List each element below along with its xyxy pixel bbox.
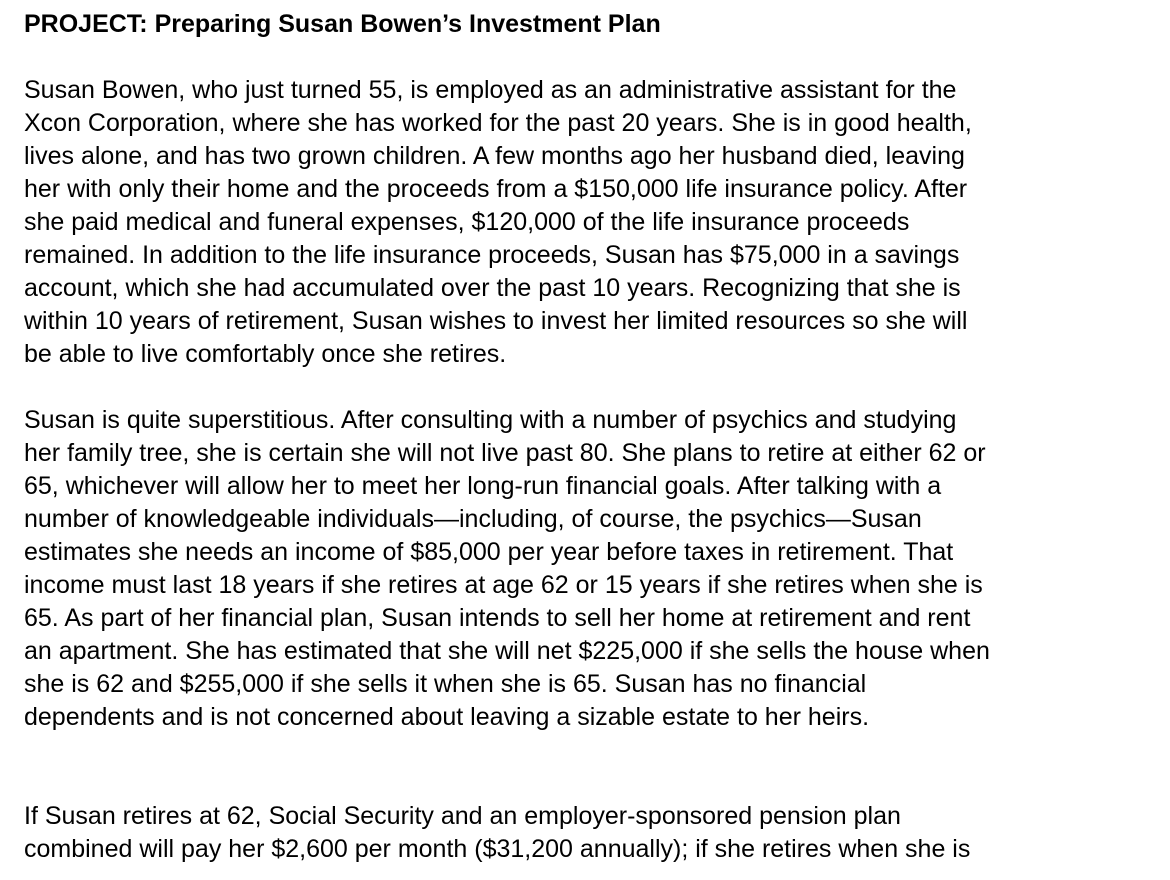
text-line: account, which she had accumulated over the past 10 years. Recognizing that she is — [24, 274, 961, 302]
text-line: combined will pay her $2,600 per month ($31,200 annually); if she retires when she is — [24, 835, 971, 863]
text-line: number of knowledgeable individuals—including, of course, the psychics—Susan — [24, 505, 922, 533]
text-line: lives alone, and has two grown children. A few months ago her husband died, leaving — [24, 142, 965, 170]
document-title: PROJECT: Preparing Susan Bowen’s Investment Plan — [24, 10, 661, 38]
text-line: 65, whichever will allow her to meet her long-run financial goals. After talking with a — [24, 472, 942, 500]
text-line: Susan is quite superstitious. After consulting with a number of psychics and studying — [24, 406, 957, 434]
text-line: If Susan retires at 62, Social Security and an employer-sponsored pension plan — [24, 802, 901, 830]
paragraph-social-security — [24, 800, 1144, 866]
text-line: she is 62 and $255,000 if she sells it when she is 65. Susan has no financial — [24, 670, 867, 698]
text-line: her family tree, she is certain she will not live past 80. She plans to retire at either 62 or — [24, 439, 986, 467]
text-line: 65. As part of her financial plan, Susan intends to sell her home at retirement and rent — [24, 604, 971, 632]
paragraph-retirement-goals — [24, 404, 1144, 734]
text-line: income must last 18 years if she retires at age 62 or 15 years if she retires when she is — [24, 571, 983, 599]
text-line: dependents and is not concerned about leaving a sizable estate to her heirs. — [24, 703, 870, 731]
text-line: an apartment. She has estimated that she will net $225,000 if she sells the house when — [24, 637, 990, 665]
text-line: be able to live comfortably once she retires. — [24, 340, 507, 368]
paragraph-background — [24, 74, 1144, 371]
text-line: estimates she needs an income of $85,000 per year before taxes in retirement. That — [24, 538, 954, 566]
text-line: Xcon Corporation, where she has worked for the past 20 years. She is in good health, — [24, 109, 972, 137]
text-line: remained. In addition to the life insurance proceeds, Susan has $75,000 in a savings — [24, 241, 960, 269]
text-line: she paid medical and funeral expenses, $120,000 of the life insurance proceeds — [24, 208, 910, 236]
text-line: within 10 years of retirement, Susan wishes to invest her limited resources so she will — [24, 307, 968, 335]
text-line: her with only their home and the proceeds from a $150,000 life insurance policy. After — [24, 175, 968, 203]
text-line: Susan Bowen, who just turned 55, is employed as an administrative assistant for the — [24, 76, 957, 104]
